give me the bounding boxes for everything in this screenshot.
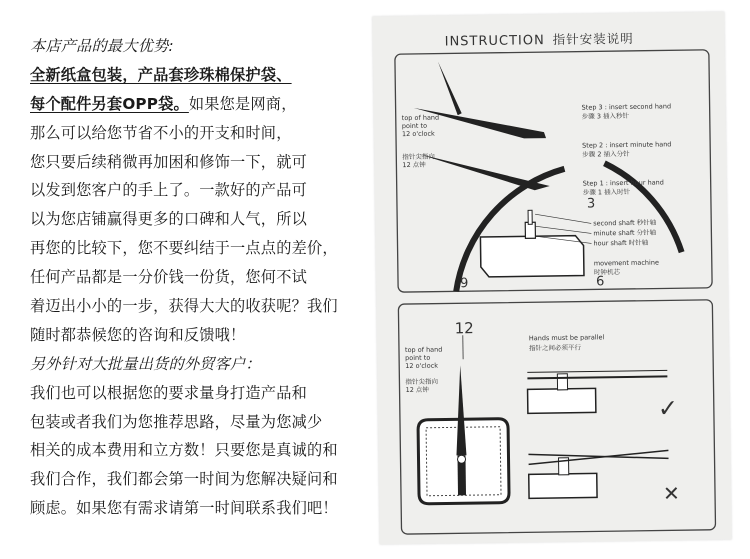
instruction-sheet: [372, 12, 731, 545]
svg-text:second shaft 秒针轴: second shaft 秒针轴: [593, 218, 657, 228]
text-line: [30, 263, 370, 292]
text-segment: 如果您是网商，: [188, 94, 297, 113]
text-line: [30, 119, 370, 148]
svg-text:步骤 2 插入分针: 步骤 2 插入分针: [582, 149, 630, 159]
text-line: [30, 148, 370, 177]
svg-text:12 点钟: 12 点钟: [402, 160, 426, 170]
text-segment: 任何产品都是一分价钱一份货，您何不试: [30, 268, 307, 287]
svg-text:top of hand: top of hand: [404, 345, 443, 355]
text-line: [30, 32, 370, 61]
dial-number-9: 9: [459, 276, 469, 292]
text-segment: 随时都恭候您的咨询和反馈哦！: [30, 325, 246, 344]
text-segment: 那么可以给您节省不小的开支和时间，: [30, 123, 292, 142]
product-description: [30, 32, 370, 523]
svg-text:Step 1 : insert hour hand: Step 1 : insert hour hand: [582, 178, 664, 188]
text-line: [30, 321, 370, 350]
svg-text:hour shaft 时针轴: hour shaft 时针轴: [593, 238, 649, 248]
svg-text:Step 2 : insert minute hand: Step 2 : insert minute hand: [582, 140, 672, 150]
text-segment: 包装或者我们为您推荐思路，尽量为您减少: [30, 412, 323, 431]
svg-text:minute shaft 分针轴: minute shaft 分针轴: [593, 228, 657, 238]
hour-hand: [418, 152, 550, 192]
text-line: [30, 494, 370, 523]
side-view-incorrect: [529, 473, 597, 498]
text-line: [30, 436, 370, 465]
text-line: [30, 61, 370, 90]
panel2-top-note: [405, 333, 605, 394]
text-line: [30, 90, 370, 119]
text-segment: 顾虑。如果您有需求请第一时间联系我们吧！: [30, 499, 338, 518]
svg-text:指针之间必须平行: 指针之间必须平行: [528, 343, 582, 353]
text-segment: 另外针对大批量出货的外贸客户：: [30, 354, 261, 373]
step-labels: [582, 102, 673, 196]
svg-text:Hands must be parallel: Hands must be parallel: [528, 333, 605, 343]
svg-text:时钟机芯: 时钟机芯: [593, 268, 620, 277]
text-line: [30, 205, 370, 234]
cross-mark-icon: ✕: [662, 481, 680, 506]
side-view-correct: [528, 388, 596, 413]
second-hand: [438, 61, 462, 115]
svg-text:movement machine: movement machine: [593, 258, 660, 268]
text-line: [30, 379, 370, 408]
instruction-title-cn: 指针安装说明: [552, 30, 634, 47]
dial-number-6: 6: [595, 274, 605, 290]
check-mark-icon: ✓: [657, 394, 679, 423]
svg-text:point to: point to: [405, 353, 431, 363]
text-segment: 相关的成本费用和立方数！只要您是真诚的和: [30, 441, 338, 460]
text-segment: 再您的比较下，您不要纠结于一点点的差价，: [30, 239, 338, 258]
text-line: [30, 292, 370, 321]
svg-text:步骤 3 插入秒针: 步骤 3 插入秒针: [581, 111, 630, 121]
text-line: [30, 176, 370, 205]
instruction-title-en: INSTRUCTION: [444, 33, 545, 50]
movement-box: [480, 236, 584, 277]
svg-text:指针尖指向: 指针尖指向: [402, 152, 435, 162]
svg-text:top of hand: top of hand: [401, 113, 440, 123]
text-segment: 以为您店铺赢得更多的口碑和人气，所以: [30, 210, 307, 229]
twelve-label: 12: [454, 319, 474, 338]
dial-number-3: 3: [586, 196, 596, 212]
svg-text:指针尖指向: 指针尖指向: [405, 377, 438, 387]
text-segment: 全新纸盒包装，产品套珍珠棉保护袋、: [30, 65, 292, 84]
text-line: [30, 408, 370, 437]
text-segment: 每个配件另套OPP袋。: [30, 94, 189, 113]
text-segment: 您只要后续稍微再加困和修饰一下，就可: [30, 152, 307, 171]
text-segment: 着迈出小小的一步，获得大大的收获呢？我们: [30, 297, 338, 316]
instruction-diagram: [372, 12, 731, 545]
svg-text:12 o'clock: 12 o'clock: [401, 129, 435, 139]
text-segment: 本店产品的最大优势:: [30, 37, 174, 55]
svg-text:point to: point to: [401, 121, 428, 131]
text-segment: 以发到您客户的手上了。一款好的产品可: [30, 181, 307, 200]
text-segment: 我们也可以根据您的要求量身打造产品和: [30, 383, 307, 402]
text-line: [30, 234, 370, 263]
svg-text:12 o'clock: 12 o'clock: [405, 361, 439, 371]
shaft-tip: [528, 210, 532, 224]
panel1-top-note: [402, 114, 440, 170]
text-segment: 我们合作，我们都会第一时间为您解决疑问和: [30, 470, 338, 489]
svg-text:步骤 1 插入时针: 步骤 1 插入时针: [582, 187, 631, 197]
text-line: [30, 465, 370, 494]
text-line: [30, 350, 370, 379]
svg-text:12 点钟: 12 点钟: [405, 385, 429, 395]
svg-text:Step 3 : insert second hand: Step 3 : insert second hand: [581, 102, 672, 112]
